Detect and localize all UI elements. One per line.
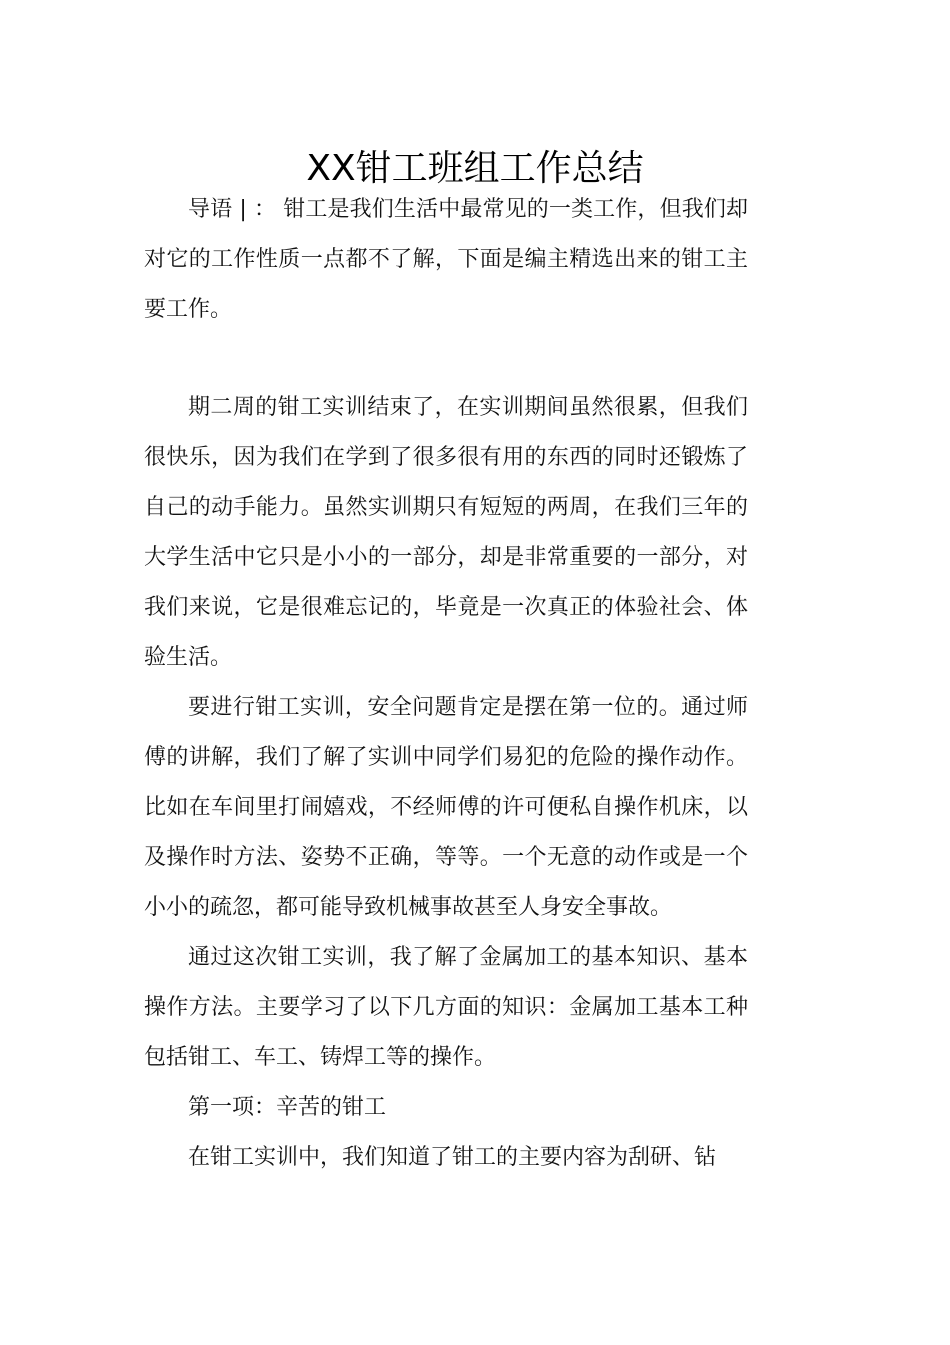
- section-heading-1: 第一项：辛苦的钳工: [188, 1095, 387, 1120]
- main-body: [144, 383, 748, 1183]
- intro-paragraph: 导语 | ： 钳工是我们生活中最常见的一类工作，但我们却对它的工作性质一点都不了解，下面是编主精选出来的钳工主要工作。: [144, 197, 748, 322]
- body-paragraph-1: 期二周的钳工实训结束了，在实训期间虽然很累，但我们很快乐，因为我们在学到了很多很有用的东西的同时还锻炼了自己的动手能力。虽然实训期只有短短的两周，在我们三年的大学生活中它只是小小的一部分，却是非常重要的一部分，对我们来说，它是很难忘记的，毕竟是一次真正的体验社会、体验生活。: [144, 395, 748, 670]
- body-paragraph-2: 要进行钳工实训，安全问题肯定是摆在第一位的。通过师傅的讲解，我们了解了实训中同学们易犯的危险的操作动作。比如在车间里打闹嬉戏，不经师傅的许可便私自操作机床，以及操作时方法、姿势不正确，等等。一个无意的动作或是一个小小的疏忽，都可能导致机械事故甚至人身安全事故。: [144, 695, 748, 920]
- document-title: XX钳工班组工作总结: [306, 148, 644, 190]
- body-paragraph-4: 在钳工实训中，我们知道了钳工的主要内容为刮研、钻: [188, 1145, 717, 1170]
- intro-section: [144, 185, 748, 335]
- body-paragraph-3: 通过这次钳工实训，我了解了金属加工的基本知识、基本操作方法。主要学习了以下几方面的知识：金属加工基本工种包括钳工、车工、铸焊工等的操作。: [144, 945, 748, 1070]
